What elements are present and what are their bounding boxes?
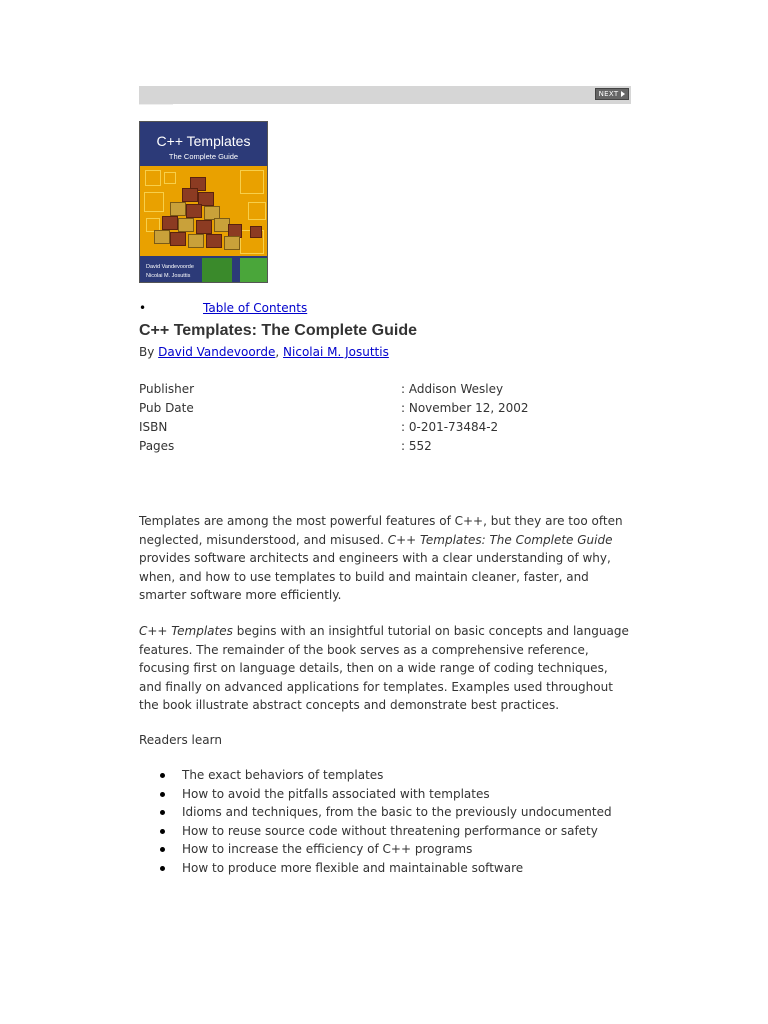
cover-author-1: David Vandevoorde [146, 264, 194, 270]
cover-block [162, 216, 178, 230]
cover-pattern-square [145, 170, 161, 186]
bullet-icon [160, 792, 165, 797]
list-item-text: The exact behaviors of templates [182, 768, 384, 782]
cover-block [170, 202, 186, 216]
readers-learn-heading: Readers learn [139, 733, 222, 747]
list-item [139, 859, 631, 878]
arrow-right-icon [621, 91, 625, 97]
book-cover-image [139, 121, 268, 283]
bullet-icon [160, 829, 165, 834]
list-item [139, 785, 631, 804]
bullet-icon [160, 866, 165, 871]
author-separator: , [275, 345, 280, 359]
cover-block [196, 220, 212, 234]
list-item-text: Idioms and techniques, from the basic to the previously undocumented [182, 805, 612, 820]
book-metadata-table [139, 382, 631, 458]
list-item-text: How to avoid the pitfalls associated with templates [182, 786, 490, 801]
list-item-text: How to produce more flexible and maintainable software [182, 860, 524, 875]
list-item-text: How to increase the efficiency of C++ programs [182, 842, 473, 857]
description-text: provides software architects and engineers with a clear understanding of why, when, and how to use templates to build and maintain cleaner, faster, and smarter software more efficiently. [139, 551, 611, 602]
cover-block [170, 232, 186, 246]
description-paragraph-1 [139, 512, 631, 605]
nav-bar-underline [139, 104, 173, 105]
bullet-icon [160, 810, 165, 815]
book-title-italic: C++ Templates [139, 624, 233, 638]
metadata-label: Publisher [139, 382, 195, 396]
cover-author-2: Nicolai M. Josuttis [146, 273, 191, 279]
description-paragraph-2 [139, 622, 631, 715]
metadata-value: : 552 [401, 439, 432, 453]
byline [139, 345, 389, 359]
cover-green-square [240, 258, 268, 283]
cover-title: C++ Templates [156, 133, 251, 149]
description-text: begins with an insightful tutorial on basic concepts and language features. The remainder of the book serves as a comprehensive reference, focusing first on language details, then on a wide range of coding techniques, and finally on advanced applications for templates. Examples used throughout the book illustrate abstract concepts and demonstrate best practices. [139, 624, 629, 712]
metadata-label: Pages [139, 439, 175, 453]
author-link-josuttis[interactable]: Nicolai M. Josuttis [283, 345, 389, 359]
cover-block [250, 226, 262, 238]
list-item [139, 840, 631, 859]
metadata-row-isbn [139, 420, 631, 439]
learn-list [139, 766, 631, 878]
cover-block [224, 236, 240, 250]
list-item-text: How to reuse source code without threatening performance or safety [182, 823, 598, 838]
book-title-italic: C++ Templates: The Complete Guide [387, 532, 613, 547]
next-button[interactable] [595, 88, 629, 100]
toc-bullet: • [139, 301, 147, 315]
author-link-vandevoorde[interactable]: David Vandevoorde [158, 345, 276, 359]
metadata-label: ISBN [139, 420, 168, 434]
cover-pattern-square [144, 192, 164, 212]
metadata-row-pub-date [139, 401, 631, 420]
list-item [139, 822, 631, 841]
bullet-icon [160, 847, 165, 852]
next-button-label: NEXT [598, 90, 619, 98]
top-nav-bar [139, 86, 631, 104]
description-text: Templates are among the most powerful features of C++, but they are too often neglected, misunderstood, and misused. [139, 514, 623, 547]
cover-block [188, 234, 204, 248]
metadata-value: : Addison Wesley [401, 382, 504, 396]
metadata-value: : 0-201-73484-2 [401, 420, 499, 434]
cover-green-square [202, 258, 232, 283]
cover-pattern-square [164, 172, 176, 184]
cover-block [178, 218, 194, 232]
metadata-value: : November 12, 2002 [401, 401, 529, 415]
cover-block [182, 188, 198, 202]
cover-block [186, 204, 202, 218]
metadata-row-pages [139, 439, 631, 458]
cover-pattern-square [240, 170, 264, 194]
table-of-contents-link[interactable]: Table of Contents [203, 301, 308, 315]
bullet-icon [160, 773, 165, 778]
list-item [139, 766, 631, 785]
cover-pattern-square [248, 202, 266, 220]
metadata-row-publisher [139, 382, 631, 401]
by-label: By [139, 345, 155, 359]
page-title: C++ Templates: The Complete Guide [139, 322, 417, 339]
cover-block [154, 230, 170, 244]
metadata-label: Pub Date [139, 401, 194, 415]
cover-block [206, 234, 222, 248]
list-item [139, 803, 631, 822]
cover-subtitle: The Complete Guide [168, 152, 239, 161]
